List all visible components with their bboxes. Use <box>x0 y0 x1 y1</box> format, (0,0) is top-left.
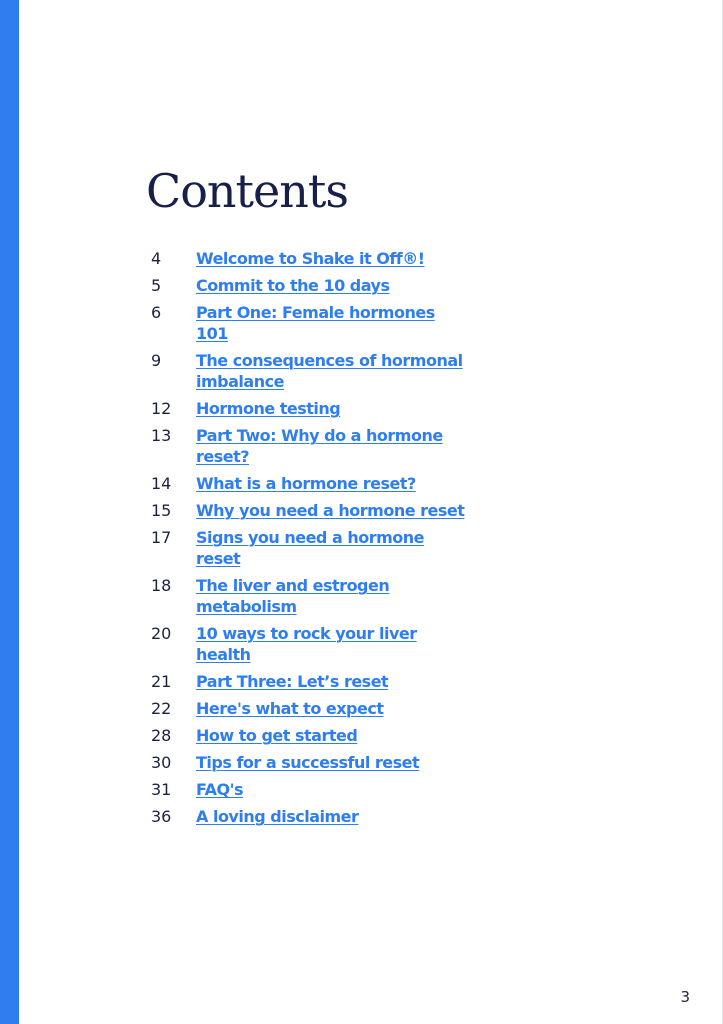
page-number: 3 <box>680 988 690 1006</box>
toc-entry-tips <box>151 752 571 773</box>
toc-link-ten-ways[interactable]: 10 ways to rock your liver health <box>196 624 417 664</box>
toc-link-why-need[interactable]: Why you need a hormone reset <box>196 501 465 520</box>
toc-link-welcome[interactable]: Welcome to Shake it Off®! <box>196 249 425 268</box>
toc-link-part-two[interactable]: Part Two: Why do a hormone reset? <box>196 426 443 466</box>
toc-page-number: 5 <box>151 276 162 295</box>
toc-page-number: 6 <box>151 303 162 322</box>
toc-entry-liver <box>151 575 571 617</box>
toc-entry-consequences <box>151 350 571 392</box>
toc-link-disclaimer[interactable]: A loving disclaimer <box>196 807 359 826</box>
toc-page-number: 13 <box>151 426 172 445</box>
toc-link-consequences[interactable]: The consequences of hormonal imbalance <box>196 351 463 391</box>
toc-entry-get-started <box>151 725 571 746</box>
toc-page-number: 21 <box>151 672 172 691</box>
toc-page-number: 28 <box>151 726 172 745</box>
toc-page-number: 9 <box>151 351 162 370</box>
toc-link-signs[interactable]: Signs you need a hormone reset <box>196 528 424 568</box>
toc-entry-ten-ways <box>151 623 571 665</box>
page-title: Contents <box>146 164 348 218</box>
toc-page-number: 31 <box>151 780 172 799</box>
toc-entry-commit <box>151 275 571 296</box>
toc-entry-part-one <box>151 302 571 344</box>
toc-page-number: 30 <box>151 753 172 772</box>
toc-link-part-three[interactable]: Part Three: Let’s reset <box>196 672 389 691</box>
toc-page-number: 17 <box>151 528 172 547</box>
toc-page-number: 15 <box>151 501 172 520</box>
toc-page-number: 18 <box>151 576 172 595</box>
toc-page-number: 36 <box>151 807 172 826</box>
toc-entry-part-two <box>151 425 571 467</box>
toc-entry-part-three <box>151 671 571 692</box>
toc-link-faq[interactable]: FAQ's <box>196 780 243 799</box>
toc-entry-welcome <box>151 248 571 269</box>
toc-link-what-is[interactable]: What is a hormone reset? <box>196 474 416 493</box>
toc-link-tips[interactable]: Tips for a successful reset <box>196 753 420 772</box>
toc-link-expect[interactable]: Here's what to expect <box>196 699 384 718</box>
toc-entry-signs <box>151 527 571 569</box>
toc-page-number: 4 <box>151 249 162 268</box>
toc-link-part-one[interactable]: Part One: Female hormones 101 <box>196 303 435 343</box>
toc-entry-expect <box>151 698 571 719</box>
toc-entry-what-is <box>151 473 571 494</box>
toc-entry-disclaimer <box>151 806 571 827</box>
toc-entry-faq <box>151 779 571 800</box>
toc-link-testing[interactable]: Hormone testing <box>196 399 341 418</box>
accent-bar <box>0 0 19 1024</box>
table-of-contents <box>151 248 571 833</box>
toc-link-liver[interactable]: The liver and estrogen metabolism <box>196 576 390 616</box>
toc-link-get-started[interactable]: How to get started <box>196 726 358 745</box>
toc-entry-why-need <box>151 500 571 521</box>
toc-page-number: 20 <box>151 624 172 643</box>
toc-link-commit[interactable]: Commit to the 10 days <box>196 276 390 295</box>
toc-page-number: 22 <box>151 699 172 718</box>
toc-entry-testing <box>151 398 571 419</box>
toc-page-number: 12 <box>151 399 172 418</box>
toc-page-number: 14 <box>151 474 172 493</box>
